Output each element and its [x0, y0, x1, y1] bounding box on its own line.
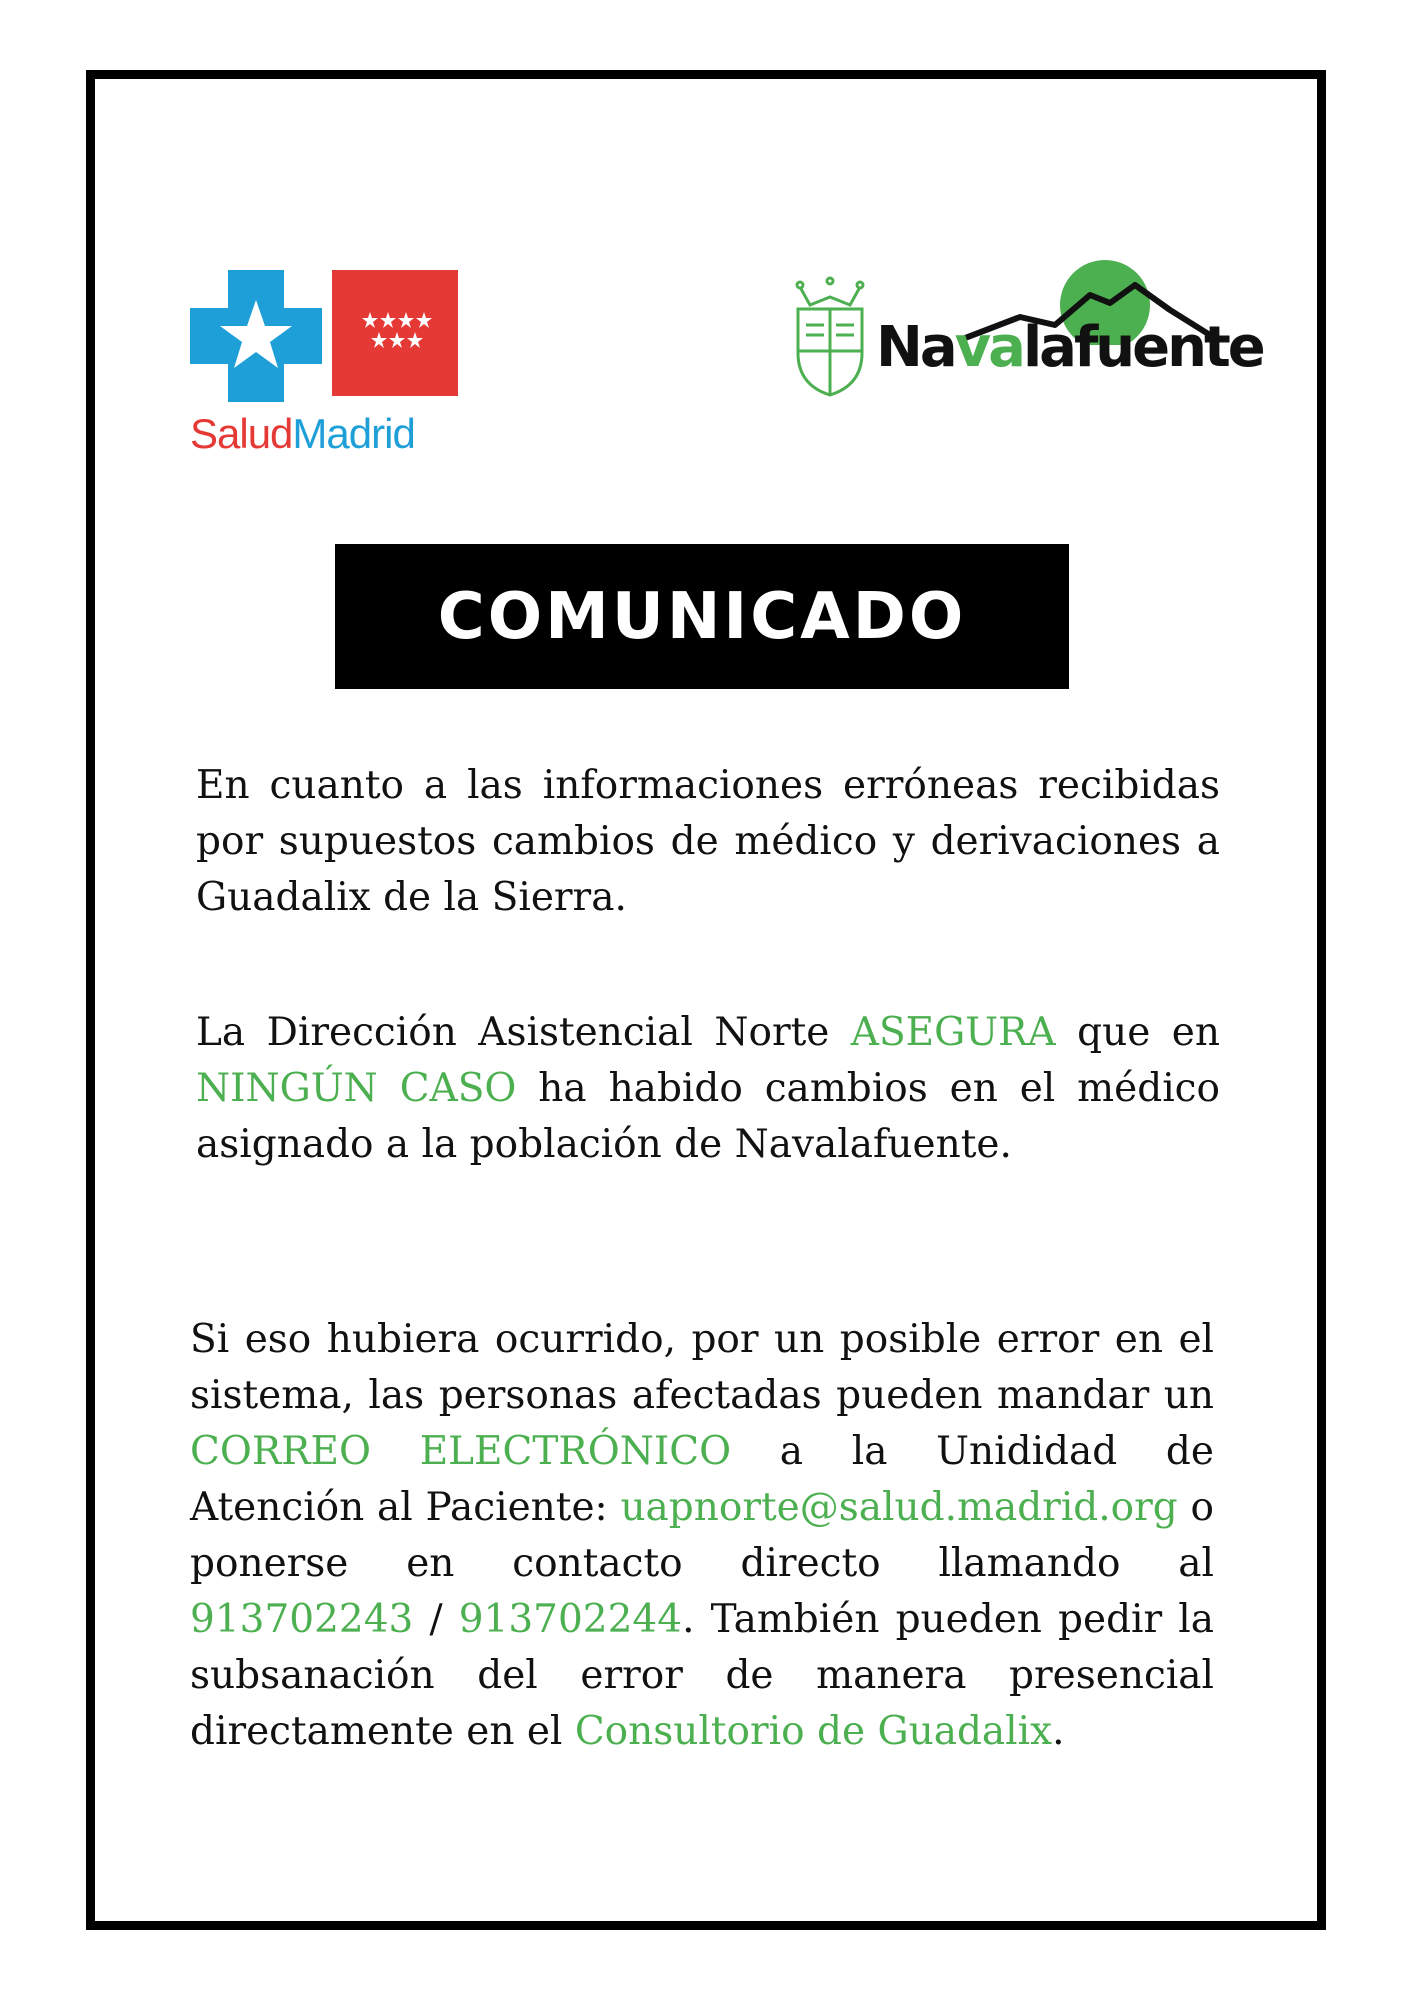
highlight-correo-electronico: CORREO ELECTRÓNICO [190, 1429, 732, 1474]
statement-paragraph: La Dirección Asistencial Norte ASEGURA que en NINGÚN CASO ha habido cambios en el médico asignado a la población de Navalafuente. [196, 1010, 1220, 1167]
salud-madrid-logo [190, 270, 460, 460]
navalafuente-crest-icon [790, 275, 870, 400]
highlight-consultorio: Consultorio de Guadalix [574, 1709, 1053, 1754]
madrid-flag-icon [332, 270, 458, 396]
navalafuente-wordmark: Navalafuente [876, 315, 1263, 380]
title-banner [335, 544, 1069, 689]
highlight-asegura: ASEGURA [850, 1010, 1056, 1055]
email-link[interactable]: uapnorte@salud.madrid.org [620, 1485, 1178, 1530]
page-title: COMUNICADO [437, 579, 967, 654]
phone-number-1[interactable]: 913702243 [190, 1597, 414, 1642]
salud-madrid-wordmark: SaludMadrid [190, 410, 415, 457]
phone-number-2[interactable]: 913702244 [458, 1597, 683, 1642]
highlight-ningun-caso: NINGÚN CASO [196, 1066, 517, 1111]
contact-paragraph: Si eso hubiera ocurrido, por un posible error en el sistema, las personas afectadas pueden mandar un CORREO ELECTRÓNICO a la Unididad de Atención al Paciente: uapnorte@salud.madrid.org o ponerse en contacto directo llamando al 913702243 / 913702244. También pueden pedir la subsanación del error de manera presencial directamente en el Consultorio de Guadalix. [190, 1317, 1214, 1754]
navalafuente-logo [790, 255, 1263, 405]
intro-paragraph: En cuanto a las informaciones erróneas recibidas por supuestos cambios de médico y derivaciones a Guadalix de la Sierra. [196, 763, 1220, 920]
salud-cross-icon [190, 270, 322, 402]
